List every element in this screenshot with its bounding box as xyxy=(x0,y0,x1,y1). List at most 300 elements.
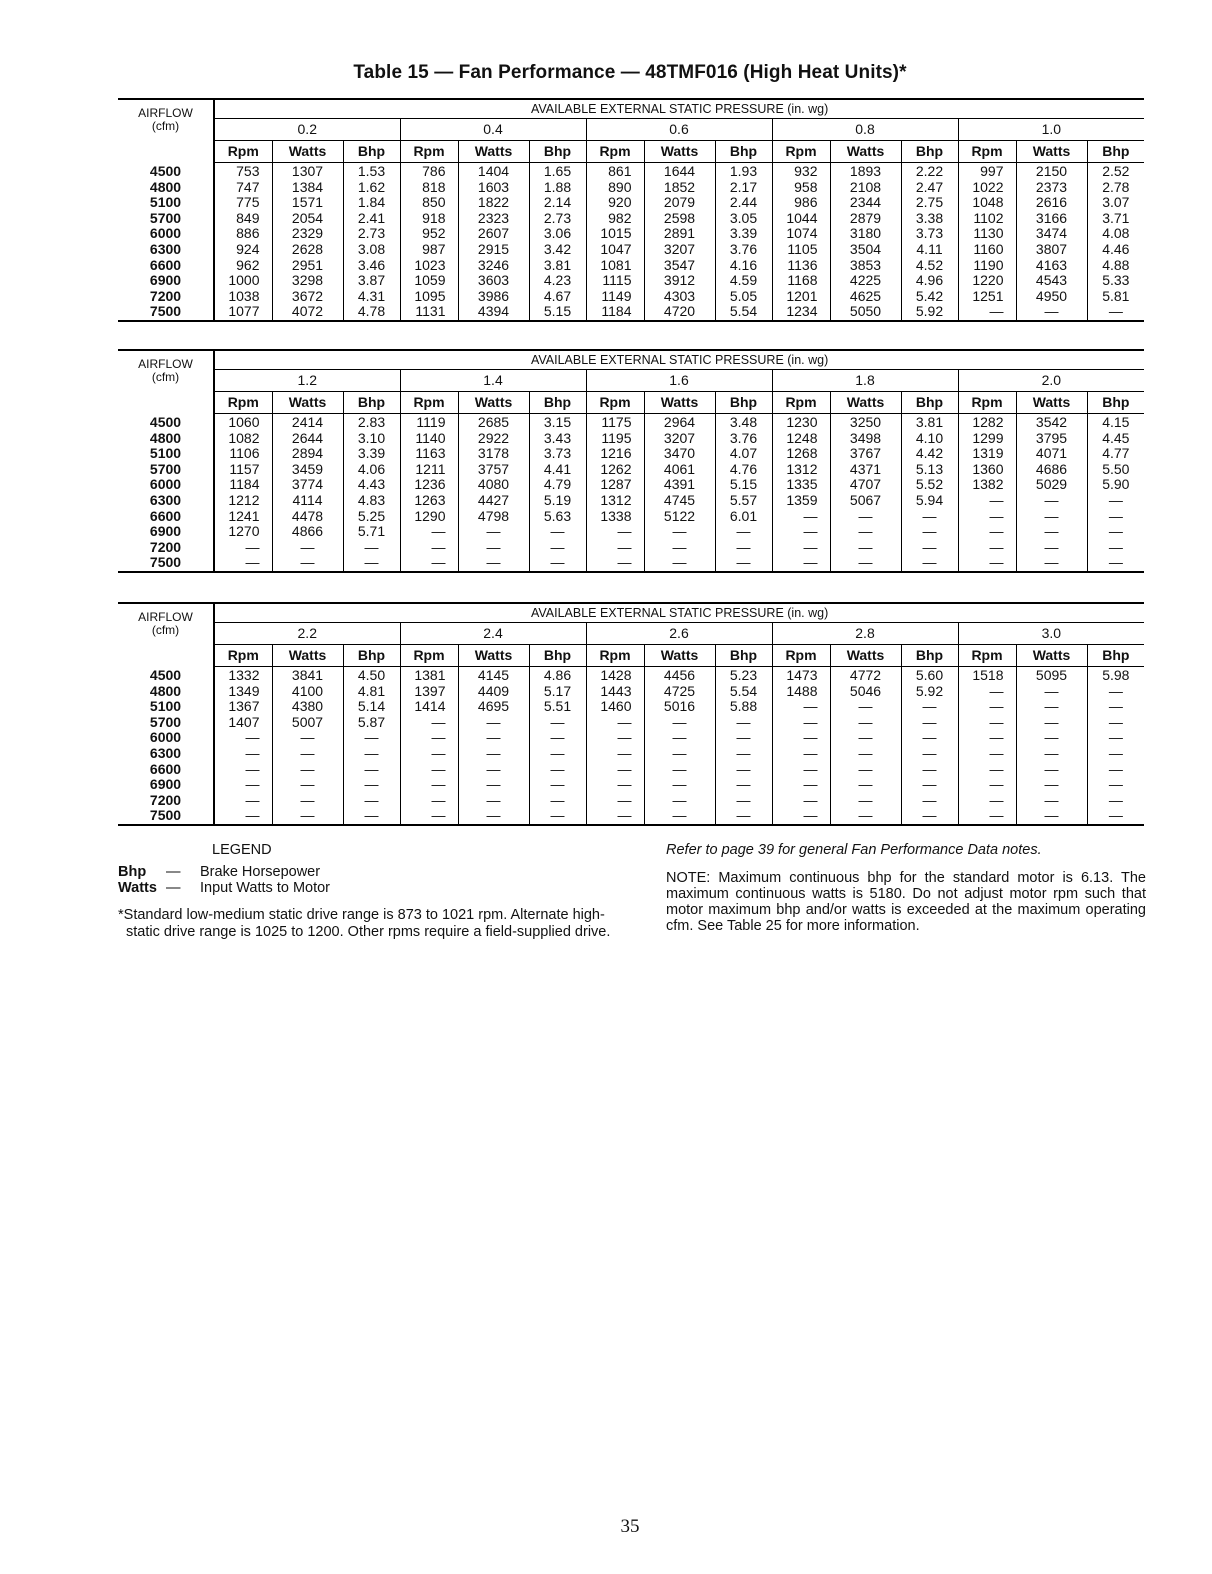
table-cell: 5.13 xyxy=(901,462,958,478)
table-cell: — xyxy=(586,762,644,778)
airflow-value: 7200 xyxy=(149,539,182,555)
table-cell: — xyxy=(901,699,958,715)
subheader-watts: Watts xyxy=(830,392,901,414)
table-cell: 952 xyxy=(400,226,458,242)
table-cell: — xyxy=(586,730,644,746)
table-cell: — xyxy=(343,555,400,572)
table-cell: 1022 xyxy=(958,180,1016,196)
table-cell: 3542 xyxy=(1016,414,1087,431)
subheader-watts: Watts xyxy=(830,645,901,667)
table-cell: 5.81 xyxy=(1087,289,1144,305)
table-cell: — xyxy=(586,524,644,540)
table-cell: 1404 xyxy=(458,163,529,180)
table-cell: 1.62 xyxy=(343,180,400,196)
table-cell: 4625 xyxy=(830,289,901,305)
table-cell: 2964 xyxy=(644,414,715,431)
table-cell: 986 xyxy=(772,195,830,211)
table-cell: 5.98 xyxy=(1087,667,1144,684)
table-cell: — xyxy=(1087,524,1144,540)
table-cell: 1.53 xyxy=(343,163,400,180)
airflow-value: 6900 xyxy=(149,273,182,289)
airflow-value: 4800 xyxy=(149,683,182,699)
table-cell: 2616 xyxy=(1016,195,1087,211)
pressure-value: 1.6 xyxy=(586,370,772,392)
table-cell: 4.16 xyxy=(715,258,772,274)
table-cell: 1397 xyxy=(400,684,458,700)
table-cell: 4100 xyxy=(272,684,343,700)
table-row xyxy=(118,793,1144,809)
table-row xyxy=(118,509,1144,525)
table-cell: 4478 xyxy=(272,509,343,525)
table-cell: 4866 xyxy=(272,524,343,540)
subheader-watts: Watts xyxy=(644,392,715,414)
table-cell: 2894 xyxy=(272,446,343,462)
table-cell: 4.52 xyxy=(901,258,958,274)
subheader-bhp: Bhp xyxy=(715,141,772,163)
table-cell: — xyxy=(1087,493,1144,509)
table-cell: — xyxy=(1016,808,1087,825)
table-cell: — xyxy=(1087,540,1144,556)
table-cell: — xyxy=(958,509,1016,525)
table-cell: 5.57 xyxy=(715,493,772,509)
table-cell: — xyxy=(715,715,772,731)
table-cell: — xyxy=(772,746,830,762)
table-cell: 2.75 xyxy=(901,195,958,211)
airflow-value: 5700 xyxy=(149,714,182,730)
table-cell: 5.92 xyxy=(901,684,958,700)
table-cell: — xyxy=(1087,808,1144,825)
table-cell: 3.38 xyxy=(901,211,958,227)
table-cell: 2079 xyxy=(644,195,715,211)
table-cell: 1106 xyxy=(214,446,272,462)
table-cell: 5.25 xyxy=(343,509,400,525)
table-cell: 3547 xyxy=(644,258,715,274)
table-cell: 786 xyxy=(400,163,458,180)
table-cell: 1414 xyxy=(400,699,458,715)
table-cell: 1.65 xyxy=(529,163,586,180)
table-cell: 5.19 xyxy=(529,493,586,509)
subheader-bhp: Bhp xyxy=(1087,141,1144,163)
table-cell: — xyxy=(958,762,1016,778)
table-cell: — xyxy=(400,730,458,746)
table-cell: 4.07 xyxy=(715,446,772,462)
table-cell: 4.86 xyxy=(529,667,586,684)
subheader-bhp: Bhp xyxy=(529,645,586,667)
table-cell: 2598 xyxy=(644,211,715,227)
table-cell: 1163 xyxy=(400,446,458,462)
airflow-value: 6900 xyxy=(149,777,182,793)
table-cell: — xyxy=(644,715,715,731)
table-row xyxy=(118,699,1144,715)
table-cell: — xyxy=(529,730,586,746)
subheader-rpm: Rpm xyxy=(586,141,644,163)
table-cell: — xyxy=(400,762,458,778)
table-cell: 5.60 xyxy=(901,667,958,684)
table-cell: 1190 xyxy=(958,258,1016,274)
table-cell: — xyxy=(958,493,1016,509)
table-cell: 3.05 xyxy=(715,211,772,227)
table-cell: — xyxy=(400,793,458,809)
table-cell: 5.51 xyxy=(529,699,586,715)
table-cell: — xyxy=(1087,715,1144,731)
table-cell: — xyxy=(400,746,458,762)
footnote: *Standard low-medium static drive range is 873 to 1021 rpm. Alternate high-static drive range is 1025 to 1200. Other rpms require a field-supplied drive. xyxy=(118,907,611,940)
table-cell: 997 xyxy=(958,163,1016,180)
table-cell: — xyxy=(715,524,772,540)
table-cell: 4.78 xyxy=(343,304,400,321)
table-cell: 1.84 xyxy=(343,195,400,211)
table-cell: — xyxy=(901,730,958,746)
fan-performance-table-2 xyxy=(118,349,1144,573)
table-cell: 753 xyxy=(214,163,272,180)
table-cell: — xyxy=(958,699,1016,715)
table-cell: 2.41 xyxy=(343,211,400,227)
table-cell: — xyxy=(901,540,958,556)
table-cell: 4072 xyxy=(272,304,343,321)
table-row xyxy=(118,524,1144,540)
table-cell: — xyxy=(586,715,644,731)
subheader-rpm: Rpm xyxy=(214,141,272,163)
table-cell: 861 xyxy=(586,163,644,180)
subheader-rpm: Rpm xyxy=(958,645,1016,667)
table-cell: 4145 xyxy=(458,667,529,684)
pressure-value: 3.0 xyxy=(958,623,1144,645)
table-cell: 1338 xyxy=(586,509,644,525)
table-cell: 2879 xyxy=(830,211,901,227)
table-cell: 5046 xyxy=(830,684,901,700)
table-cell: — xyxy=(458,777,529,793)
table-cell: — xyxy=(901,793,958,809)
table-cell: 4.15 xyxy=(1087,414,1144,431)
table-cell: 1893 xyxy=(830,163,901,180)
table-cell: 4772 xyxy=(830,667,901,684)
table-cell: 4.67 xyxy=(529,289,586,305)
table-cell: — xyxy=(772,762,830,778)
table-cell: — xyxy=(644,540,715,556)
pressure-value: 0.6 xyxy=(586,119,772,141)
table-cell: — xyxy=(529,793,586,809)
table-cell: 2607 xyxy=(458,226,529,242)
blank-header xyxy=(118,392,214,414)
table-cell: 1518 xyxy=(958,667,1016,684)
table-cell: 4.43 xyxy=(343,477,400,493)
table-cell: 1115 xyxy=(586,273,644,289)
table-cell: 3.15 xyxy=(529,414,586,431)
table-cell: — xyxy=(400,808,458,825)
table-cell: 3853 xyxy=(830,258,901,274)
table-cell: 1473 xyxy=(772,667,830,684)
table-cell: — xyxy=(958,808,1016,825)
table-cell: — xyxy=(1087,684,1144,700)
table-cell: 1282 xyxy=(958,414,1016,431)
table-cell: — xyxy=(586,540,644,556)
pressure-value: 2.0 xyxy=(958,370,1144,392)
table-cell: 3180 xyxy=(830,226,901,242)
table-cell: 958 xyxy=(772,180,830,196)
table-cell: 982 xyxy=(586,211,644,227)
table-cell: 5.14 xyxy=(343,699,400,715)
table-cell: 1644 xyxy=(644,163,715,180)
motor-note: NOTE: Maximum continuous bhp for the standard motor is 6.13. The maximum continuous watts is 5180. Do not adjust motor rpm such that motor maximum bhp and/or watts is exceeded at the maximum operating cfm. See Table 25 for more information. xyxy=(666,870,1146,934)
table-cell: 5.17 xyxy=(529,684,586,700)
subheader-rpm: Rpm xyxy=(958,141,1016,163)
table-cell: — xyxy=(644,730,715,746)
table-cell: — xyxy=(830,509,901,525)
table-cell: 3.73 xyxy=(901,226,958,242)
airflow-value: 7500 xyxy=(149,304,182,320)
table-cell: 3504 xyxy=(830,242,901,258)
airflow-value: 6000 xyxy=(149,730,182,746)
table-cell: — xyxy=(958,304,1016,321)
table-cell: 5.87 xyxy=(343,715,400,731)
table-cell: 1077 xyxy=(214,304,272,321)
subheader-watts: Watts xyxy=(458,645,529,667)
table-cell: 4394 xyxy=(458,304,529,321)
table-cell: 920 xyxy=(586,195,644,211)
table-cell: 1236 xyxy=(400,477,458,493)
table-cell: 2.44 xyxy=(715,195,772,211)
table-cell: 1.93 xyxy=(715,163,772,180)
table-cell: 850 xyxy=(400,195,458,211)
table-cell: 1195 xyxy=(586,431,644,447)
table-cell: — xyxy=(272,793,343,809)
table-cell: 5.92 xyxy=(901,304,958,321)
table-cell: 1136 xyxy=(772,258,830,274)
table-row xyxy=(118,462,1144,478)
table-cell: 1312 xyxy=(586,493,644,509)
table-row xyxy=(118,304,1144,321)
subheader-rpm: Rpm xyxy=(772,392,830,414)
table-cell: 4371 xyxy=(830,462,901,478)
subheader-bhp: Bhp xyxy=(343,645,400,667)
table-cell: 1175 xyxy=(586,414,644,431)
table-cell: 1407 xyxy=(214,715,272,731)
table-cell: 1290 xyxy=(400,509,458,525)
table-cell: — xyxy=(830,715,901,731)
table-cell: — xyxy=(343,746,400,762)
table-cell: 4.76 xyxy=(715,462,772,478)
table-cell: — xyxy=(586,746,644,762)
table-cell: — xyxy=(830,699,901,715)
table-cell: 1312 xyxy=(772,462,830,478)
subheader-bhp: Bhp xyxy=(1087,392,1144,414)
table-cell: 1251 xyxy=(958,289,1016,305)
subheader-bhp: Bhp xyxy=(901,645,958,667)
table-cell: 1023 xyxy=(400,258,458,274)
table-cell: — xyxy=(958,746,1016,762)
table-cell: — xyxy=(586,777,644,793)
table-cell: 1571 xyxy=(272,195,343,211)
table-cell: 3459 xyxy=(272,462,343,478)
table-cell: 4745 xyxy=(644,493,715,509)
airflow-value: 6300 xyxy=(149,241,182,257)
pressure-value: 0.8 xyxy=(772,119,958,141)
pressure-value: 1.0 xyxy=(958,119,1144,141)
table-row xyxy=(118,195,1144,211)
subheader-watts: Watts xyxy=(458,141,529,163)
subheader-rpm: Rpm xyxy=(772,141,830,163)
table-cell: 5067 xyxy=(830,493,901,509)
table-cell: 3207 xyxy=(644,242,715,258)
table-cell: 3.08 xyxy=(343,242,400,258)
subheader-rpm: Rpm xyxy=(400,141,458,163)
table-cell: — xyxy=(772,730,830,746)
subheader-watts: Watts xyxy=(830,141,901,163)
subheader-watts: Watts xyxy=(458,392,529,414)
table-cell: — xyxy=(958,777,1016,793)
table-cell: — xyxy=(644,808,715,825)
table-cell: — xyxy=(958,793,1016,809)
table-cell: 4695 xyxy=(458,699,529,715)
table-cell: 1230 xyxy=(772,414,830,431)
airflow-value: 5100 xyxy=(149,195,182,211)
table-cell: 3757 xyxy=(458,462,529,478)
table-cell: 5.15 xyxy=(715,477,772,493)
table-cell: 3.73 xyxy=(529,446,586,462)
table-cell: 3246 xyxy=(458,258,529,274)
table-cell: 3498 xyxy=(830,431,901,447)
table-cell: 5007 xyxy=(272,715,343,731)
table-row xyxy=(118,777,1144,793)
table-cell: — xyxy=(1016,715,1087,731)
table-row xyxy=(118,808,1144,825)
table-cell: 4071 xyxy=(1016,446,1087,462)
table-cell: — xyxy=(214,762,272,778)
table-cell: — xyxy=(958,524,1016,540)
legend-title: LEGEND xyxy=(212,842,272,858)
table-cell: — xyxy=(1016,746,1087,762)
table-cell: — xyxy=(644,793,715,809)
table-cell: — xyxy=(458,540,529,556)
table-cell: 1000 xyxy=(214,273,272,289)
table-cell: 1074 xyxy=(772,226,830,242)
table-cell: — xyxy=(644,524,715,540)
table-row xyxy=(118,226,1144,242)
subheader-rpm: Rpm xyxy=(586,645,644,667)
pressure-value: 2.6 xyxy=(586,623,772,645)
airflow-value: 6300 xyxy=(149,745,182,761)
table-cell: — xyxy=(272,540,343,556)
table-cell: 4.83 xyxy=(343,493,400,509)
legend-abbr: Watts xyxy=(118,880,157,896)
table-cell: — xyxy=(644,555,715,572)
table-cell: 1102 xyxy=(958,211,1016,227)
table-cell: — xyxy=(272,777,343,793)
table-cell: — xyxy=(1087,699,1144,715)
table-cell: 5.94 xyxy=(901,493,958,509)
table-cell: 3178 xyxy=(458,446,529,462)
pressure-header: AVAILABLE EXTERNAL STATIC PRESSURE (in. wg) xyxy=(214,350,1144,370)
table-cell: 1059 xyxy=(400,273,458,289)
table-cell: 3.39 xyxy=(343,446,400,462)
subheader-bhp: Bhp xyxy=(529,141,586,163)
table-cell: — xyxy=(529,715,586,731)
table-row xyxy=(118,540,1144,556)
table-cell: 4427 xyxy=(458,493,529,509)
airflow-label: AIRFLOW xyxy=(138,357,193,372)
table-cell: — xyxy=(830,540,901,556)
table-cell: 1332 xyxy=(214,667,272,684)
pressure-value: 2.8 xyxy=(772,623,958,645)
table-cell: — xyxy=(715,808,772,825)
table-row xyxy=(118,446,1144,462)
table-cell: — xyxy=(458,808,529,825)
table-cell: 1263 xyxy=(400,493,458,509)
table-cell: 3.46 xyxy=(343,258,400,274)
table-cell: 1212 xyxy=(214,493,272,509)
table-cell: 2915 xyxy=(458,242,529,258)
table-cell: 1299 xyxy=(958,431,1016,447)
table-cell: 4.77 xyxy=(1087,446,1144,462)
table-cell: 932 xyxy=(772,163,830,180)
table-cell: — xyxy=(830,762,901,778)
table-cell: 3.06 xyxy=(529,226,586,242)
airflow-value: 6300 xyxy=(149,492,182,508)
subheader-bhp: Bhp xyxy=(901,392,958,414)
table-cell: — xyxy=(458,730,529,746)
airflow-value: 4800 xyxy=(149,179,182,195)
table-cell: — xyxy=(343,762,400,778)
airflow-value: 6900 xyxy=(149,524,182,540)
blank-header xyxy=(118,141,214,163)
table-row xyxy=(118,762,1144,778)
table-cell: — xyxy=(1016,777,1087,793)
table-cell: — xyxy=(715,762,772,778)
table-cell: 5.90 xyxy=(1087,477,1144,493)
table-cell: 2.14 xyxy=(529,195,586,211)
airflow-label: AIRFLOW xyxy=(138,610,193,625)
table-cell: 3.42 xyxy=(529,242,586,258)
table-cell: 4798 xyxy=(458,509,529,525)
table-cell: — xyxy=(529,762,586,778)
table-cell: — xyxy=(1016,493,1087,509)
airflow-header xyxy=(118,350,214,392)
table-cell: 1216 xyxy=(586,446,644,462)
table-cell: — xyxy=(772,699,830,715)
subheader-bhp: Bhp xyxy=(343,392,400,414)
table-row xyxy=(118,258,1144,274)
subheader-rpm: Rpm xyxy=(958,392,1016,414)
airflow-value: 7200 xyxy=(149,792,182,808)
table-cell: — xyxy=(529,777,586,793)
table-cell: — xyxy=(272,746,343,762)
table-cell: 4950 xyxy=(1016,289,1087,305)
table-cell: 2951 xyxy=(272,258,343,274)
table-cell: 4.59 xyxy=(715,273,772,289)
table-cell: 5.71 xyxy=(343,524,400,540)
table-cell: 3166 xyxy=(1016,211,1087,227)
table-cell: 5.50 xyxy=(1087,462,1144,478)
table-row xyxy=(118,684,1144,700)
table-cell: 4380 xyxy=(272,699,343,715)
table-cell: 2414 xyxy=(272,414,343,431)
table-cell: — xyxy=(1016,762,1087,778)
table-cell: 3774 xyxy=(272,477,343,493)
subheader-bhp: Bhp xyxy=(529,392,586,414)
pressure-value: 0.2 xyxy=(214,119,400,141)
table-cell: — xyxy=(1016,699,1087,715)
airflow-value: 6600 xyxy=(149,761,182,777)
table-cell: 1184 xyxy=(214,477,272,493)
subheader-watts: Watts xyxy=(1016,645,1087,667)
table-row xyxy=(118,730,1144,746)
airflow-header xyxy=(118,99,214,141)
table-cell: 1048 xyxy=(958,195,1016,211)
table-cell: — xyxy=(214,793,272,809)
table-row xyxy=(118,667,1144,684)
table-cell: — xyxy=(214,808,272,825)
table-cell: 6.01 xyxy=(715,509,772,525)
